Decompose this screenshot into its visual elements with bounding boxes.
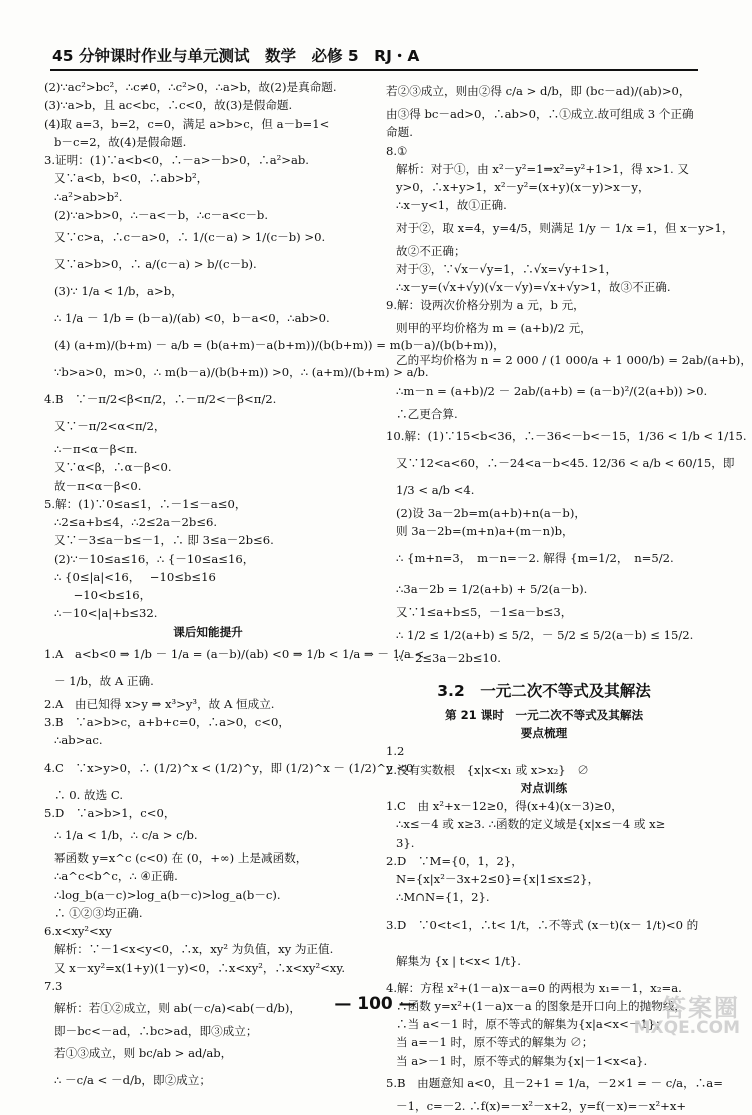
text-line: 1.2 — [386, 744, 405, 759]
text-line: 又∵a<b，b<0，∴ab>b²， — [54, 171, 209, 186]
text-line: 乙的平均价格为 n = 2 000 / (1 000/a + 1 000/b) = 2ab/(a+b)， — [396, 352, 752, 367]
text-line: 2.没有实数根 {x|x<x₁ 或 x>x₂} ∅ — [386, 762, 589, 777]
text-line: ∴x－y=(√x+√y)(√x－√y)=√x+√y>1，故③不正确. — [396, 280, 671, 294]
text-line: (2)∵ac²>bc²，∴c≠0，∴c²>0，∴a>b，故(2)是真命题. — [44, 80, 337, 94]
text-line: ∴3a－2b = 1/2(a+b) + 5/2(a－b). — [396, 582, 588, 597]
text-line: 若②③成立，则由②得 c/a > d/b，即 (bc－ad)/(ab)>0， — [386, 84, 691, 98]
spacer — [386, 667, 702, 676]
text-line: (3)∵a>b，且 ac<bc，∴c<0，故(3)是假命题. — [44, 98, 293, 113]
text-line: 对于②，取 x=4，y=4/5，则满足 1/y － 1/x =1，但 x－y>1， — [396, 220, 734, 235]
text-line: 1/3 < a/b <4. — [396, 482, 475, 497]
text-line: 7.3 — [44, 978, 63, 993]
lesson-title: 第 21 课时 一元二次不等式及其解法 — [444, 707, 644, 722]
text-line: ∵b>a>0，m>0，∴ m(b－a)/(b(b+m)) >0，∴ (a+m)/(b+m) > a/b. — [54, 365, 429, 379]
text-line: ∴ab>ac. — [54, 733, 103, 748]
text-line: 当 a=－1 时，原不等式的解集为 ∅； — [396, 1035, 594, 1050]
text-line: 解析：∵－1<x<y<0，∴x，xy² 为负值，xy 为正值. — [54, 942, 334, 957]
text-line: 幂函数 y=x^c (c<0) 在 (0，+∞) 上是减函数， — [54, 851, 308, 865]
subsection-title: 课后知能提升 — [173, 624, 243, 639]
text-line: ∴ 1/a － 1/b = (b－a)/(ab) <0，b－a<0，∴ab>0. — [54, 311, 330, 325]
text-line: 即－bc<－ad，∴bc>ad，即③成立； — [54, 1024, 258, 1038]
text-line: 又∵c>a，∴c－a>0，∴ 1/(c－a) > 1/(c－b) >0. — [54, 230, 326, 244]
text-line: ∴ 1/2 ≤ 1/2(a+b) ≤ 5/2，－ 5/2 ≤ 5/2(a－b) ≤ 15/2. — [396, 627, 694, 642]
text-line: 10.解：(1)∵15<b<36，∴－36<－b<－15，1/36 < 1/b < 1/15. — [386, 428, 747, 443]
text-line: ∴－2≤3a－2b≤10. — [396, 650, 501, 665]
text-line: ∴ ①②③均正确. — [54, 905, 143, 920]
text-line: ∴a²>ab>b². — [54, 189, 123, 204]
text-line: 3.证明：(1)∵a<b<0，∴－a>－b>0，∴a²>ab. — [44, 153, 309, 167]
text-line: 5.解：(1)∵0≤a≤1，∴－1≤－a≤0， — [44, 496, 247, 511]
text-line: ∴m－n = (a+b)/2 － 2ab/(a+b) = (a－b)²/(2(a+b)) >0. — [396, 383, 708, 398]
text-line: ∴2≤a+b≤4，∴2≤2a－2b≤6. — [54, 515, 218, 529]
text-line: ∴当 a<－1 时，原不等式的解集为{x|a<x<－1}； — [396, 1017, 667, 1031]
subsection-title: 要点梳理 — [520, 726, 568, 740]
text-line: 解集为 {x | t<x< 1/t}. — [396, 953, 521, 968]
text-line: 又∵a>b>0，∴ a/(c－a) > b/(c－b). — [54, 257, 257, 271]
text-line: 2.A 由已知得 x>y ⇒ x³>y³，故 A 恒成立. — [44, 696, 275, 711]
text-line: ∴a^c<b^c，∴ ④正确. — [54, 869, 178, 884]
text-line: 4.B ∵－π/2<β<π/2，∴－π/2<－β<π/2. — [44, 392, 277, 406]
text-line: 对于③，∵√x－√y=1，∴√x=√y+1>1， — [396, 261, 618, 276]
text-line: 1.C 由 x²+x－12≥0，得(x+4)(x－3)≥0， — [386, 799, 623, 813]
text-line: (4) (a+m)/(b+m) － a/b = (b(a+m)－a(b+m))/(b(b+m)) = m(b－a)/(b(b+m))， — [54, 338, 505, 352]
text-line: 故②不正确； — [396, 243, 466, 258]
text-line: ∴ 0. 故选 C. — [54, 787, 124, 802]
section-heading: 3.2 一元二次不等式及其解法 — [437, 681, 651, 700]
text-line: ∴－π<α－β<π. — [54, 442, 138, 456]
text-line: ∴x－y<1，故①正确. — [396, 198, 507, 213]
text-line: 8.① — [386, 143, 408, 158]
text-line: ∴ －c/a < －d/b，即②成立； — [54, 1073, 211, 1088]
text-line: 由③得 bc－ad>0，∴ab>0，∴①成立.故可组成 3 个正确 — [386, 107, 694, 121]
text-line: 又∵－π/2<α<π/2， — [54, 419, 166, 433]
text-line: ∴－10<|a|+b≤32. — [54, 606, 158, 621]
text-line: (2)设 3a－2b=m(a+b)+n(a－b)， — [396, 505, 586, 520]
text-line: 又∵1≤a+b≤5，－1≤a－b≤3， — [396, 605, 573, 620]
text-line: － 1/b，故 A 正确. — [54, 673, 154, 688]
header-rule — [50, 69, 698, 71]
text-line: −10<b≤16， — [62, 588, 152, 602]
text-line: ∴ {m+n=3， m－n=－2. 解得 {m=1/2， n=5/2. — [396, 551, 674, 566]
text-line: (4)取 a=3，b=2，c=0，满足 a>b>c，但 a－b=1< — [44, 116, 330, 131]
text-line: ∴x≤－4 或 x≥3. ∴函数的定义域是{x|x≤－4 或 x≥ — [396, 817, 666, 832]
text-line: (2)∵－10≤a≤16，∴ {－10≤a≤16， — [54, 551, 255, 566]
watermark-text: 答案圈 — [662, 994, 740, 1022]
text-line: 5.B 由题意知 a<0，且－2+1 = 1/a，－2×1 = － c/a，∴a= — [386, 1075, 723, 1090]
text-line: －1，c=－2. ∴f(x)=－x²－x+2，y=f(－x)=－x²+x+ — [396, 1098, 687, 1113]
text-line: (3)∵ 1/a < 1/b，a>b， — [54, 284, 183, 298]
text-line: 又 x－xy²=x(1+y)(1－y)<0，∴x<xy²，∴x<xy²<xy. — [54, 960, 346, 975]
page-header: 45 分钟课时作业与单元测试 数学 必修 5 RJ・A — [52, 47, 420, 65]
text-line: ∴log_b(a－c)>log_a(b－c)>log_a(b－c). — [54, 887, 281, 902]
text-line: 5.D ∵a>b>1，c<0， — [44, 805, 176, 820]
text-line: 9.解：设两次价格分别为 a 元，b 元， — [386, 298, 585, 313]
text-line: 1.A a<b<0 ⇒ 1/b － 1/a = (a－b)/(ab) <0 ⇒ 1/b < 1/a ⇒ － 1/a < — [44, 646, 425, 661]
watermark-logo — [590, 994, 740, 1038]
text-line: 3}. — [396, 835, 415, 850]
text-line: y>0，∴x+y>1，x²－y²=(x+y)(x－y)>x－y， — [396, 180, 650, 194]
text-line: 又∵－3≤a－b≤－1，∴ 即 3≤a－2b≤6. — [54, 533, 274, 548]
text-line: 3.B ∵a>b>c，a+b+c=0，∴a>0，c<0， — [44, 715, 290, 729]
text-line: 2.D ∵M={0，1，2}， — [386, 853, 523, 868]
text-line: 命题. — [386, 125, 413, 140]
text-line: 解析：对于①，由 x²－y²=1⇒x²=y²+1>1，得 x>1. 又 — [396, 161, 689, 176]
watermark-url: MXQE.COM — [633, 1018, 740, 1038]
text-line: 又∵12<a<60，∴－24<a－b<45. 12/36 < a/b < 60/15，即 — [396, 455, 735, 470]
text-line: b－c=2，故(4)是假命题. — [54, 134, 187, 149]
text-line: 若①③成立，则 bc/ab > ad/ab， — [54, 1046, 233, 1061]
text-line: 又∵α<β，∴α－β<0. — [54, 460, 172, 475]
text-line: ∴ 1/a < 1/b，∴ c/a > c/b. — [54, 828, 198, 842]
text-line: 则 3a－2b=(m+n)a+(m－n)b， — [396, 524, 574, 538]
text-line: 4.C ∵x>y>0，∴ (1/2)^x < (1/2)^y，即 (1/2)^x － (1/2)^y <0 — [44, 760, 414, 775]
text-line: 解析：若①②成立，则 ab(－c/a)<ab(－d/b)， — [54, 1001, 301, 1015]
text-line: 则甲的平均价格为 m = (a+b)/2 元， — [396, 320, 592, 335]
right-column — [386, 78, 752, 1115]
text-line: 当 a>－1 时，原不等式的解集为{x|－1<x<a}. — [396, 1053, 648, 1068]
text-line: ∴函数 y=x²+(1－a)x－a 的图象是开口向上的抛物线， — [396, 998, 687, 1013]
text-line: ∴乙更合算. — [396, 406, 458, 421]
text-line: 6.x<xy²<xy — [44, 924, 112, 938]
page-number: — 100 — — [334, 994, 416, 1014]
subsection-title: 对点训练 — [520, 780, 568, 795]
text-line: ∴ {0≤|a|<16， −10≤b≤16 — [54, 569, 216, 584]
text-line: (2)∵a>b>0，∴－a<－b，∴c－a<c－b. — [54, 207, 269, 222]
text-line: 故－π<α－β<0. — [54, 478, 142, 493]
text-line: N={x|x²－3x+2≤0}={x|1≤x≤2}， — [396, 872, 600, 886]
text-line: 3.D ∵0<t<1，∴t< 1/t，∴不等式 (x－t)(x－ 1/t)<0 的 — [386, 917, 699, 932]
text-line: ∴M∩N={1，2}. — [396, 890, 490, 905]
text-line: 4.解：方程 x²+(1－a)x－a=0 的两根为 x₁=－1，x₂=a. — [386, 980, 682, 995]
